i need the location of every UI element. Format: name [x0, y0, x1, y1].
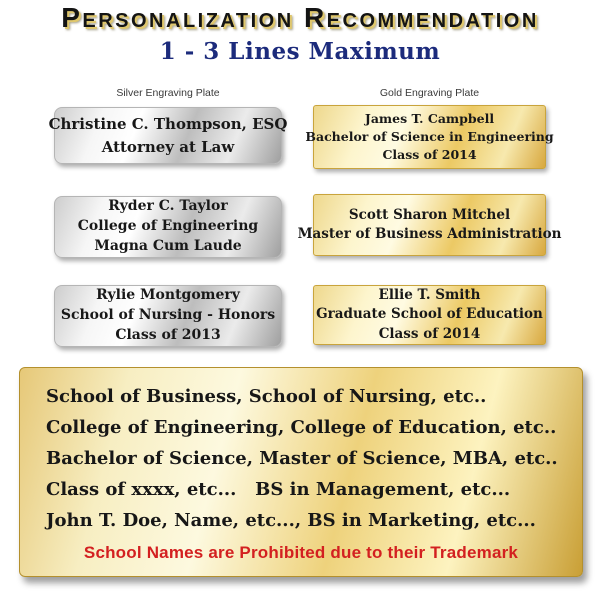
engraving-line: Ellie T. Smith [378, 287, 481, 304]
page-title: Personalization Recommendation [61, 2, 539, 33]
engraving-line: James T. Campbell [364, 111, 495, 127]
example-text-line: College of Engineering, College of Education, etc.. [46, 417, 557, 438]
trademark-warning: School Names are Prohibited due to their Trademark [83, 543, 519, 562]
engraving-line: Graduate School of Education [316, 306, 543, 323]
engraving-line: Class of 2014 [378, 325, 481, 342]
engraving-line: Class of 2013 [115, 326, 221, 343]
gold-plate-1 [305, 105, 554, 169]
example-text-line: John T. Doe, Name, etc..., BS in Marketing, etc... [46, 510, 536, 531]
example-text-line: Bachelor of Science, Master of Science, MBA, etc.. [46, 448, 558, 469]
silver-plate-2 [54, 196, 282, 258]
engraving-line: Master of Business Administration [297, 226, 562, 242]
engraving-line: Rylie Montgomery [96, 287, 240, 304]
engraving-line: College of Engineering [77, 218, 259, 235]
gold-column-label: Gold Engraving Plate [379, 87, 480, 99]
engraving-line: Bachelor of Science in Engineering [305, 129, 554, 145]
engraving-line: School of Nursing - Honors [60, 307, 276, 324]
gold-plate-3 [313, 285, 546, 345]
engraving-line: Class of 2014 [382, 146, 477, 162]
silver-plate-3 [54, 285, 282, 347]
examples-gold-plate [19, 367, 583, 577]
silver-column-label: Silver Engraving Plate [116, 87, 220, 99]
example-text-line: School of Business, School of Nursing, etc.. [46, 386, 487, 407]
silver-plate-1 [48, 107, 288, 164]
engraving-line: Scott Sharon Mitchel [348, 206, 511, 223]
engraving-line: Ryder C. Taylor [108, 198, 228, 215]
engraving-line: Magna Cum Laude [94, 237, 242, 254]
gold-plate-2 [297, 194, 562, 256]
engraving-line: Christine C. Thompson, ESQ [48, 115, 288, 133]
page-subtitle: 1 - 3 Lines Maximum [159, 38, 441, 65]
engraving-line: Attorney at Law [101, 137, 235, 156]
example-text-line: Class of xxxx, etc... BS in Management, etc... [46, 479, 511, 500]
